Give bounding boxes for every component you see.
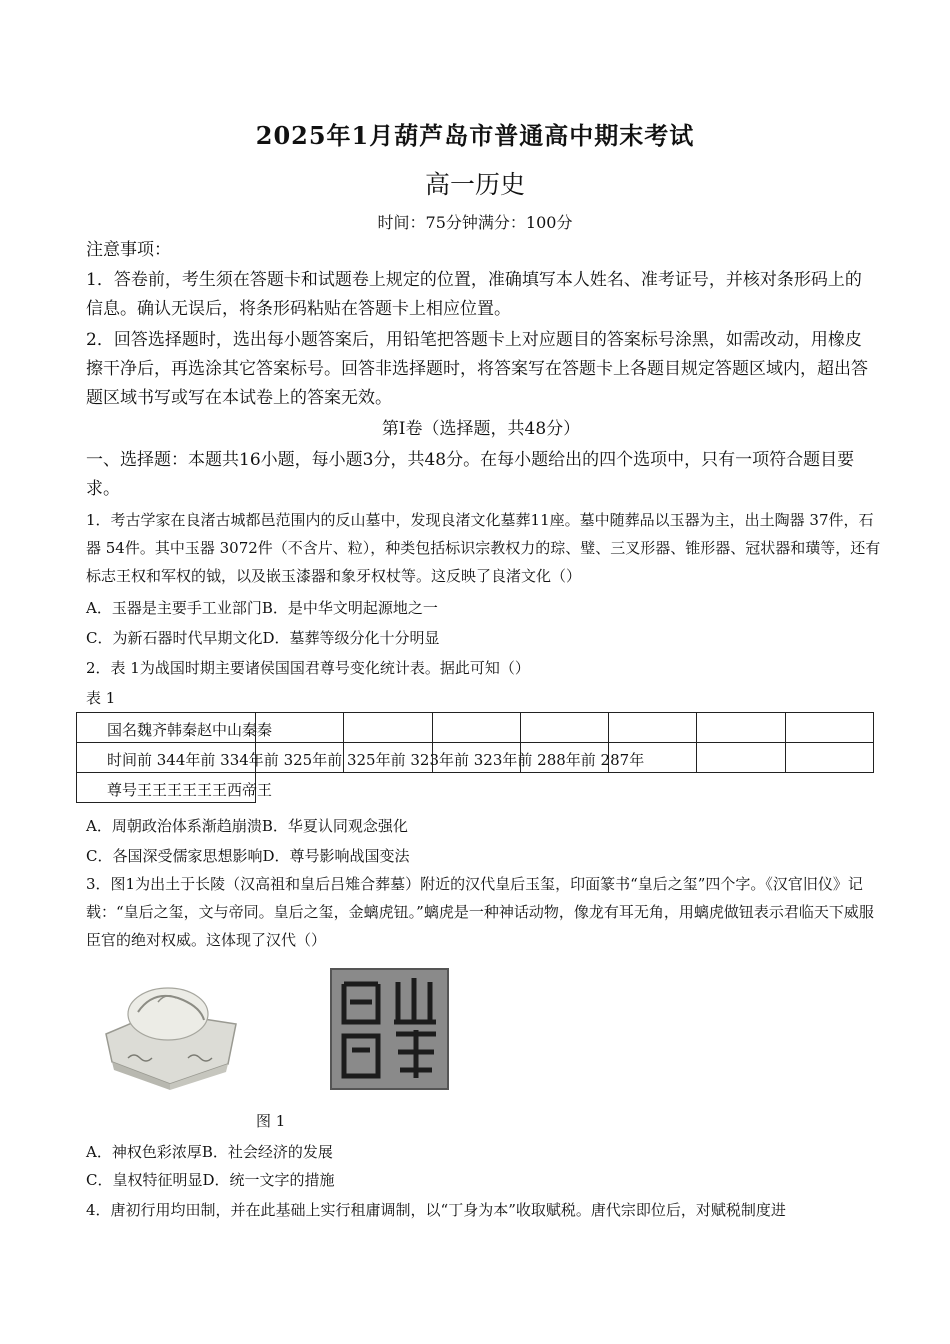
notice-item-2: 2．回答选择题时，选出每小题答案后，用铅笔把答题卡上对应题目的答案标号涂黑，如需改动，用橡皮擦干净后，再选涂其它答案标号。回答非选择题时，将答案写在答题卡上各题目规定答题区域内，超出答题区域书写或写在本试卷上的答案无效。 [86,330,868,408]
section-title: 第I卷（选择题，共48分） [381,419,581,439]
question-3-stem: 3．图1为出土于长陵（汉高祖和皇后吕雉合葬墓）附近的汉代皇后玉玺，印面篆书“皇后之玺”四个字。《汉官旧仪》记载：“皇后之玺，文与帝同。皇后之玺，金螭虎钮。”螭虎是一种神话动物，像龙有耳无角，用螭虎做钮表示君临天下威服臣官的绝对权威。这体现了汉代（） [86,875,874,949]
question-3-options-ab: A．神权色彩浓厚B．社会经济的发展 [86,1143,333,1161]
question-4-stem: 4．唐初行用均田制，并在此基础上实行租庸调制，以“丁身为本”收取赋税。唐代宗即位后，对赋税制度进 [86,1201,786,1219]
table-row-time: 时间前 344年前 334年前 325年前 325年前 323年前 323年前 288年前 287年 [107,751,645,769]
exam-time-info: 时间：75分钟满分：100分 [377,213,573,232]
seal-imprint-image [330,968,449,1090]
question-2-options-cd: C．各国深受儒家思想影响D．尊号影响战国变法 [86,847,410,865]
question-2-stem: 2．表 1为战国时期主要诸侯国国君尊号变化统计表。据此可知（） [86,659,530,677]
question-1-options-cd: C．为新石器时代早期文化D．墓葬等级分化十分明显 [86,629,440,647]
question-2-options-ab: A．周朝政治体系渐趋崩溃B．华夏认同观念强化 [86,817,408,835]
question-1-stem: 1．考古学家在良渚古城都邑范围内的反山墓中，发现良渚文化墓葬11座。墓中随葬品以玉器为主，出土陶器 37件，石器 54件。其中玉器 3072件（不含片、粒），种类包括标识宗教权力的琮、璧、三叉形器、锥形器、冠状器和璜等，还有标志王权和军权的钺，以及嵌玉漆器和象牙权杖等。这反映了良渚文化（） [86,511,881,585]
table-row [77,773,874,803]
table-row-country: 国名魏齐韩秦赵中山秦秦 [107,721,273,739]
notice-item-1: 1．答卷前，考生须在答题卡和试题卷上规定的位置，准确填写本人姓名、准考证号，并核对条形码上的信息。确认无误后，将条形码粘贴在答题卡上相应位置。 [86,270,862,319]
exam-subject: 高一历史 [424,170,525,199]
question-1-options-ab: A．玉器是主要手工业部门B．是中华文明起源地之一 [86,599,438,617]
exam-title: 2025年1月葫芦岛市普通高中期末考试 [255,121,695,150]
table-1 [76,712,874,803]
section-instruction: 一、选择题：本题共16小题，每小题3分，共48分。在每小题给出的四个选项中，只有一项符合题目要求。 [86,450,855,499]
table-row [77,743,874,773]
table-row [77,713,874,743]
table-1-label: 表 1 [86,689,116,707]
table-row-title: 尊号王王王王王王西帝王 [107,781,273,799]
jade-seal-image [98,972,242,1092]
notice-heading: 注意事项： [86,240,171,260]
figure-1-caption: 图 1 [256,1112,286,1130]
question-3-options-cd: C．皇权特征明显D．统一文字的措施 [86,1171,335,1189]
